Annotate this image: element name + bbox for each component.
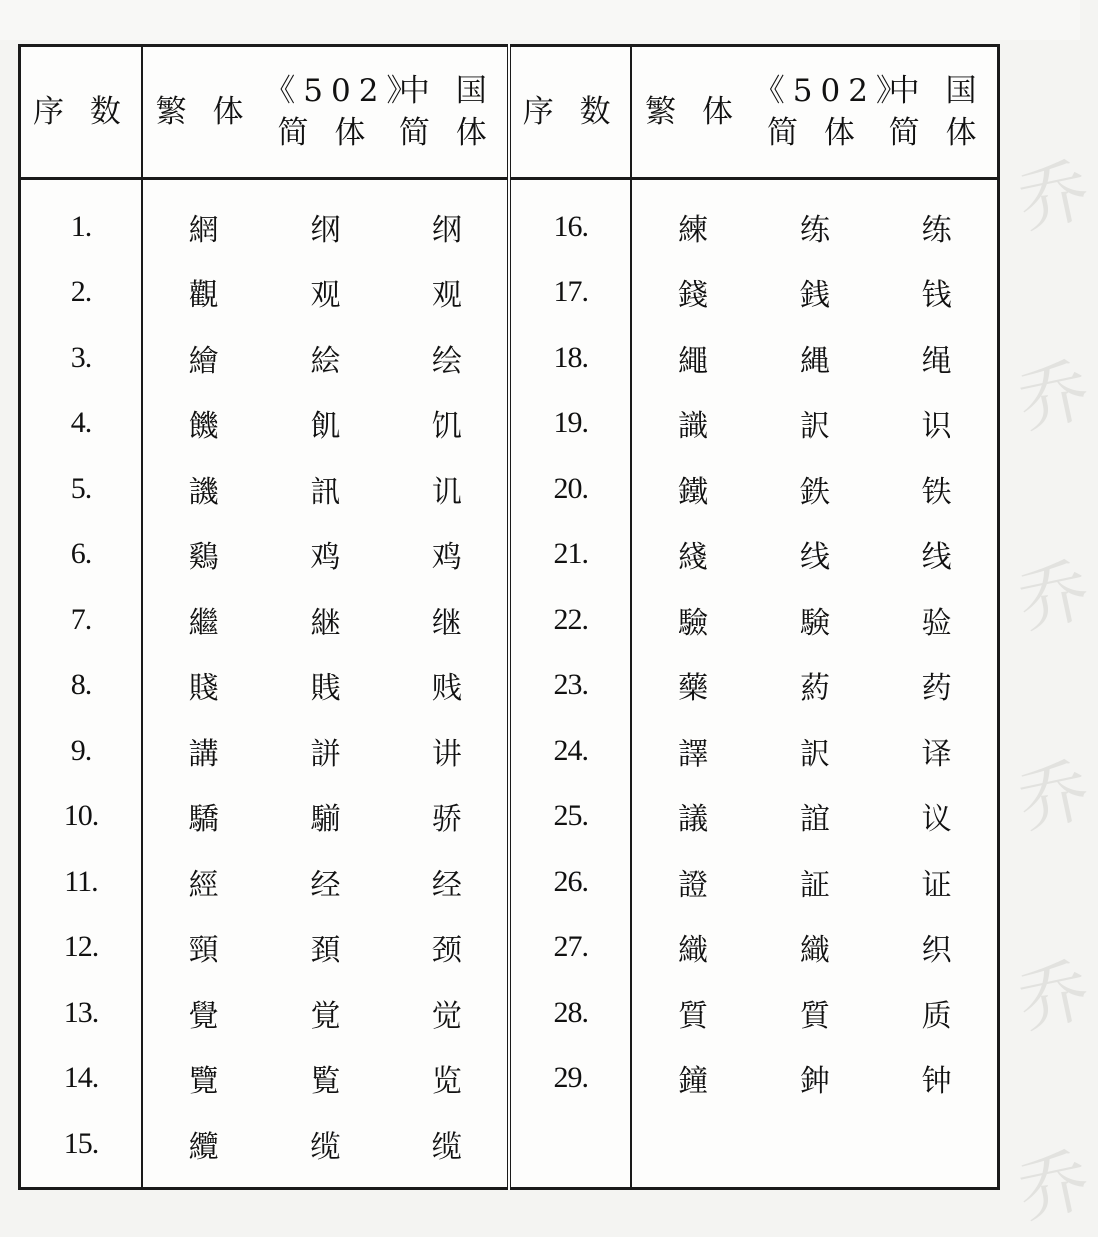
seq-number-right [509, 1111, 631, 1188]
simplified-502-char-right: 誼 [799, 802, 830, 838]
simplified-502-char-left: 观 [310, 278, 341, 314]
header-china-title: 中 国 [888, 73, 985, 109]
traditional-char-left: 頸 [142, 915, 264, 981]
seq-number-left: 4. [20, 391, 142, 457]
character-comparison-table [18, 44, 1000, 1190]
simplified-502-char-right: 练 [799, 212, 830, 248]
china-simplified-char-right: 证 [876, 849, 998, 915]
traditional-char-left: 鷄 [142, 522, 264, 588]
simplified-502-char-right: 銭 [799, 278, 830, 314]
china-simplified-char-left: 骄 [431, 802, 462, 838]
simplified-502-char-left: 絵 [310, 343, 341, 379]
table-row [20, 391, 999, 457]
simplified-502-char-right: 縄 [799, 343, 830, 379]
china-simplified-char-left: 观 [431, 278, 462, 314]
seq-number-right: 27. [509, 915, 631, 981]
china-simplified-char-left: 觉 [431, 998, 462, 1034]
seq-number-right: 29. [509, 1046, 631, 1112]
traditional-char-left: 賤 [142, 653, 264, 719]
seq-number-right: 25. [509, 784, 631, 850]
simplified-502-char-right: 鉄 [799, 474, 830, 510]
seq-number-left: 6. [20, 522, 142, 588]
watermark-logo-icon: 乔 [1011, 1138, 1097, 1234]
traditional-char-left: 講 [142, 718, 264, 784]
china-simplified-char-right [876, 1111, 998, 1188]
china-simplified-char-left: 颈 [431, 933, 462, 969]
traditional-char-right: 藥 [631, 653, 753, 719]
china-simplified-char-left: 贱 [431, 671, 462, 707]
seq-number-right: 17. [509, 260, 631, 326]
traditional-char-right: 議 [631, 784, 753, 850]
table-row [20, 980, 999, 1046]
china-simplified-char-right: 练 [876, 179, 998, 260]
traditional-char-left: 繼 [142, 587, 264, 653]
watermark-logo-icon: 乔 [1011, 348, 1097, 444]
table-row [20, 915, 999, 981]
header-china-right [876, 46, 998, 179]
simplified-502-char-right: 鈡 [799, 1064, 830, 1100]
simplified-502-char-right: 訳 [799, 736, 830, 772]
table-row [20, 849, 999, 915]
traditional-char-right: 質 [631, 980, 753, 1046]
china-simplified-char-right: 钟 [876, 1046, 998, 1112]
seq-number-left: 8. [20, 653, 142, 719]
simplified-502-char-left: 鸡 [310, 540, 341, 576]
watermark-logo-icon: 乔 [1011, 948, 1097, 1044]
china-simplified-char-right: 译 [876, 718, 998, 784]
traditional-char-left: 譏 [142, 456, 264, 522]
traditional-char-right: 練 [631, 179, 753, 260]
traditional-char-right: 識 [631, 391, 753, 457]
traditional-char-right: 綫 [631, 522, 753, 588]
china-simplified-char-right: 识 [876, 391, 998, 457]
simplified-502-char-left: 飢 [310, 409, 341, 445]
china-simplified-char-left: 经 [431, 867, 462, 903]
table-row [20, 456, 999, 522]
simplified-502-char-right: 线 [799, 540, 830, 576]
traditional-char-left: 經 [142, 849, 264, 915]
header-502-title: 《502》 [753, 73, 915, 109]
seq-number-left: 2. [20, 260, 142, 326]
table-row [20, 325, 999, 391]
traditional-char-left: 饑 [142, 391, 264, 457]
china-simplified-char-right: 线 [876, 522, 998, 588]
china-simplified-char-right: 铁 [876, 456, 998, 522]
traditional-char-left: 覺 [142, 980, 264, 1046]
seq-number-right: 21. [509, 522, 631, 588]
china-simplified-char-left: 绘 [431, 343, 462, 379]
china-simplified-char-left: 览 [431, 1064, 462, 1100]
seq-number-right: 24. [509, 718, 631, 784]
seq-number-left: 15. [20, 1111, 142, 1188]
header-china-title: 中 国 [398, 73, 495, 109]
seq-number-left: 12. [20, 915, 142, 981]
traditional-char-left: 觀 [142, 260, 264, 326]
china-simplified-char-left: 讥 [431, 474, 462, 510]
simplified-502-char-right: 験 [799, 605, 830, 641]
simplified-502-char-left: 騚 [310, 802, 341, 838]
header-trad-left: 繁 体 [142, 46, 264, 179]
header-row [20, 46, 999, 179]
simplified-502-char-right: 訳 [799, 409, 830, 445]
simplified-502-char-right: 織 [799, 933, 830, 969]
simplified-502-char-left: 誁 [310, 736, 341, 772]
seq-number-left: 11. [20, 849, 142, 915]
header-502-subtitle: 简 体 [767, 115, 863, 151]
seq-number-left: 7. [20, 587, 142, 653]
header-china-left [387, 46, 509, 179]
china-simplified-char-right: 验 [876, 587, 998, 653]
seq-number-right: 18. [509, 325, 631, 391]
table-row [20, 1111, 999, 1188]
traditional-char-right: 證 [631, 849, 753, 915]
seq-number-left: 9. [20, 718, 142, 784]
seq-number-left: 5. [20, 456, 142, 522]
simplified-502-char-left: 頚 [310, 933, 341, 969]
table-row [20, 718, 999, 784]
table-row [20, 653, 999, 719]
china-simplified-char-right: 议 [876, 784, 998, 850]
header-seq-left: 序 数 [20, 46, 142, 179]
seq-number-right: 16. [509, 179, 631, 260]
table-row [20, 784, 999, 850]
traditional-char-right: 鐵 [631, 456, 753, 522]
china-simplified-char-left: 讲 [431, 736, 462, 772]
traditional-char-left: 網 [142, 179, 264, 260]
seq-number-left: 1. [20, 179, 142, 260]
traditional-char-right: 鐘 [631, 1046, 753, 1112]
china-simplified-char-right: 钱 [876, 260, 998, 326]
simplified-502-char-left: 継 [310, 605, 341, 641]
traditional-char-right: 譯 [631, 718, 753, 784]
simplified-502-char-left: 经 [310, 867, 341, 903]
traditional-char-right: 繩 [631, 325, 753, 391]
traditional-char-right: 驗 [631, 587, 753, 653]
simplified-502-char-right: 証 [799, 867, 830, 903]
china-simplified-char-right: 质 [876, 980, 998, 1046]
header-502-left [264, 46, 426, 179]
header-502-right [753, 46, 915, 179]
seq-number-left: 14. [20, 1046, 142, 1112]
simplified-502-char-left: 覚 [310, 998, 341, 1034]
seq-number-right: 19. [509, 391, 631, 457]
simplified-502-char-left: 賎 [310, 671, 341, 707]
simplified-502-char-left: 訊 [310, 474, 341, 510]
header-china-subtitle: 简 体 [888, 115, 985, 151]
seq-number-right: 22. [509, 587, 631, 653]
seq-number-right: 28. [509, 980, 631, 1046]
seq-number-left: 13. [20, 980, 142, 1046]
traditional-char-left: 繪 [142, 325, 264, 391]
traditional-char-left: 纜 [142, 1111, 264, 1188]
traditional-char-right [631, 1111, 753, 1188]
simplified-502-char-right: 葯 [799, 671, 830, 707]
table-row [20, 179, 999, 260]
header-502-title: 《502》 [264, 73, 426, 109]
watermark-logo-icon: 乔 [1011, 148, 1097, 244]
header-seq-right: 序 数 [509, 46, 631, 179]
china-simplified-char-right: 织 [876, 915, 998, 981]
seq-number-right: 23. [509, 653, 631, 719]
header-trad-right: 繁 体 [631, 46, 753, 179]
watermark-logo-icon: 乔 [1011, 748, 1097, 844]
header-china-subtitle: 简 体 [398, 115, 495, 151]
traditional-char-left: 覽 [142, 1046, 264, 1112]
traditional-char-right: 錢 [631, 260, 753, 326]
table-row [20, 587, 999, 653]
table-row [20, 1046, 999, 1112]
table-row [20, 522, 999, 588]
simplified-502-char-right [754, 1111, 876, 1188]
china-simplified-char-left: 鸡 [431, 540, 462, 576]
china-simplified-char-left: 饥 [431, 409, 462, 445]
seq-number-left: 10. [20, 784, 142, 850]
seq-number-right: 20. [509, 456, 631, 522]
china-simplified-char-right: 药 [876, 653, 998, 719]
table-body [20, 179, 999, 1189]
top-watermark-strip [0, 0, 1080, 40]
simplified-502-char-right: 質 [799, 998, 830, 1034]
china-simplified-char-left: 纲 [431, 212, 462, 248]
seq-number-right: 26. [509, 849, 631, 915]
china-simplified-char-left: 继 [431, 605, 462, 641]
simplified-502-char-left: 缆 [264, 1111, 386, 1188]
table-row [20, 260, 999, 326]
traditional-char-left: 驕 [142, 784, 264, 850]
header-502-subtitle: 简 体 [277, 115, 374, 151]
china-simplified-char-right: 绳 [876, 325, 998, 391]
china-simplified-char-left: 缆 [387, 1111, 509, 1188]
simplified-502-char-left: 纲 [310, 212, 341, 248]
simplified-502-char-left: 覧 [310, 1064, 341, 1100]
watermark-logo-icon: 乔 [1011, 548, 1097, 644]
traditional-char-right: 織 [631, 915, 753, 981]
seq-number-left: 3. [20, 325, 142, 391]
